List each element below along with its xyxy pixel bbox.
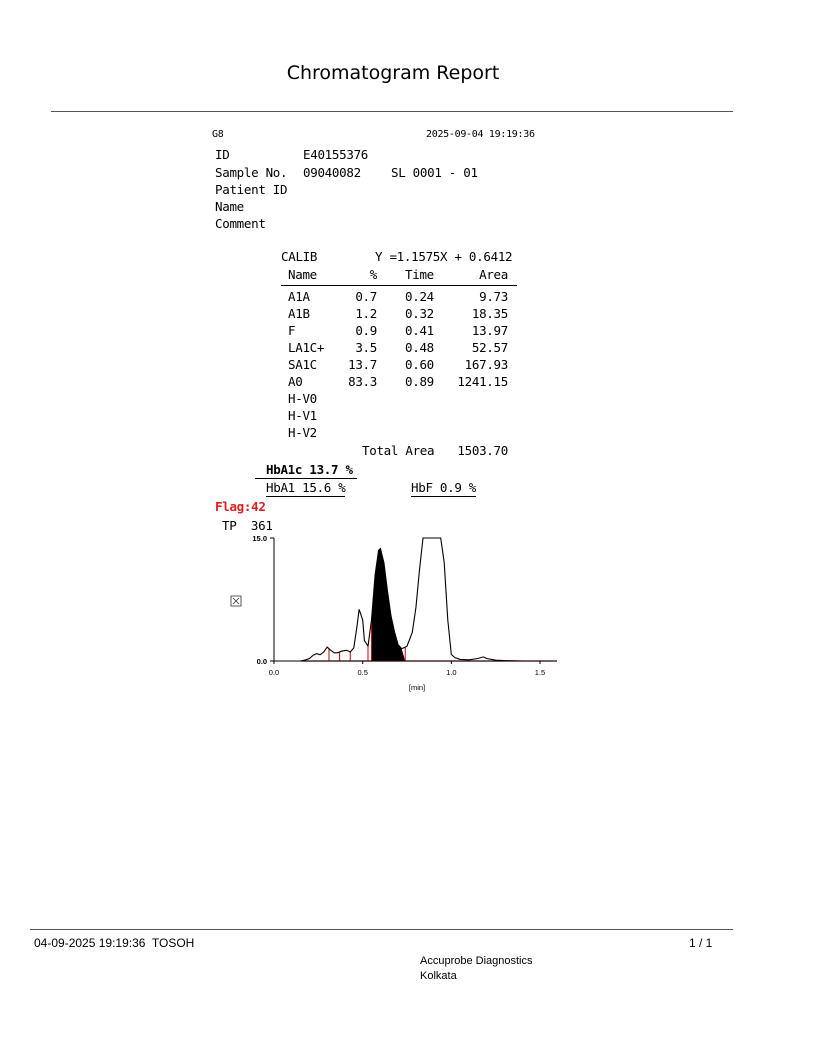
lab-name: Accuprobe Diagnostics	[420, 955, 533, 967]
table-cell-pct: 13.7	[348, 357, 377, 372]
col-header-time: Time	[405, 267, 434, 282]
table-cell-time: 0.32	[405, 306, 434, 321]
table-cell-area: 13.97	[471, 323, 508, 338]
patient-id-label: Patient ID	[215, 182, 288, 197]
table-cell-pct: 0.9	[355, 323, 377, 338]
table-cell-time: 0.89	[405, 374, 434, 389]
table-cell-pct: 0.7	[355, 289, 377, 304]
id-value: E40155376	[303, 147, 369, 162]
table-cell-pct: 3.5	[355, 340, 377, 355]
table-cell-pct: 1.2	[355, 306, 377, 321]
sample-value: 09040082	[303, 165, 361, 180]
x-tick-label: 1.0	[446, 668, 457, 677]
id-label: ID	[215, 147, 230, 162]
table-cell-name: A1B	[288, 306, 310, 321]
hba1-result: HbA1 15.6 %	[266, 480, 346, 495]
y-tick-label: 0.0	[256, 657, 267, 666]
table-cell-name: H-V1	[288, 408, 317, 423]
col-header-area: Area	[479, 267, 508, 282]
page-indicator: 1 / 1	[689, 936, 713, 950]
table-cell-name: H-V2	[288, 425, 317, 440]
x-tick-label: 1.5	[534, 668, 546, 677]
table-cell-name: SA1C	[288, 357, 317, 372]
table-cell-area: 167.93	[464, 357, 508, 372]
col-header-pct: %	[369, 267, 377, 282]
name-label: Name	[215, 199, 244, 214]
table-cell-area: 18.35	[471, 306, 508, 321]
hba1c-divider	[255, 478, 357, 479]
top-divider	[51, 111, 733, 112]
bottom-divider	[30, 929, 733, 930]
table-cell-pct: 83.3	[348, 374, 377, 389]
chromatogram-trace	[274, 538, 540, 661]
table-cell-area: 9.73	[479, 289, 508, 304]
comment-label: Comment	[215, 216, 266, 231]
total-area-value: 1503.70	[457, 443, 508, 458]
table-cell-name: A1A	[288, 289, 310, 304]
table-cell-area: 52.57	[471, 340, 508, 355]
x-tick-label: 0.0	[268, 668, 280, 677]
lab-city: Kolkata	[420, 970, 457, 982]
table-cell-name: LA1C+	[288, 340, 325, 355]
table-cell-name: A0	[288, 374, 303, 389]
sl-value: SL 0001 - 01	[391, 165, 478, 180]
tp-value: TP 361	[222, 518, 273, 533]
report-datetime: 2025-09-04 19:19:36	[426, 129, 535, 140]
x-tick-label: 0.5	[357, 668, 368, 677]
y-tick-label: 15.0	[252, 534, 267, 543]
footer-timestamp: 04-09-2025 19:19:36 TOSOH	[34, 936, 195, 950]
calib-label: CALIB	[281, 249, 318, 264]
col-header-name: Name	[288, 267, 317, 282]
sample-label: Sample No.	[215, 165, 288, 180]
table-cell-time: 0.24	[405, 289, 434, 304]
table-cell-name: F	[288, 323, 296, 338]
instrument-label: G8	[212, 129, 224, 140]
table-cell-time: 0.48	[405, 340, 434, 355]
hba1c-result: HbA1c 13.7 %	[266, 462, 353, 477]
table-cell-time: 0.60	[405, 357, 434, 372]
calib-equation: Y =1.1575X + 0.6412	[375, 249, 513, 264]
total-area-label: Total Area	[362, 443, 435, 458]
table-cell-name: H-V0	[288, 391, 317, 406]
y-unit-icon	[231, 596, 241, 606]
chromatogram-chart	[200, 525, 580, 695]
table-header-rule	[281, 285, 517, 286]
hbf-result: HbF 0.9 %	[411, 480, 477, 495]
table-cell-area: 1241.15	[457, 374, 508, 389]
x-axis-label: [min]	[408, 683, 426, 692]
table-cell-time: 0.41	[405, 323, 434, 338]
report-title: Chromatogram Report	[286, 62, 500, 84]
flag-label: Flag:42	[215, 499, 266, 514]
